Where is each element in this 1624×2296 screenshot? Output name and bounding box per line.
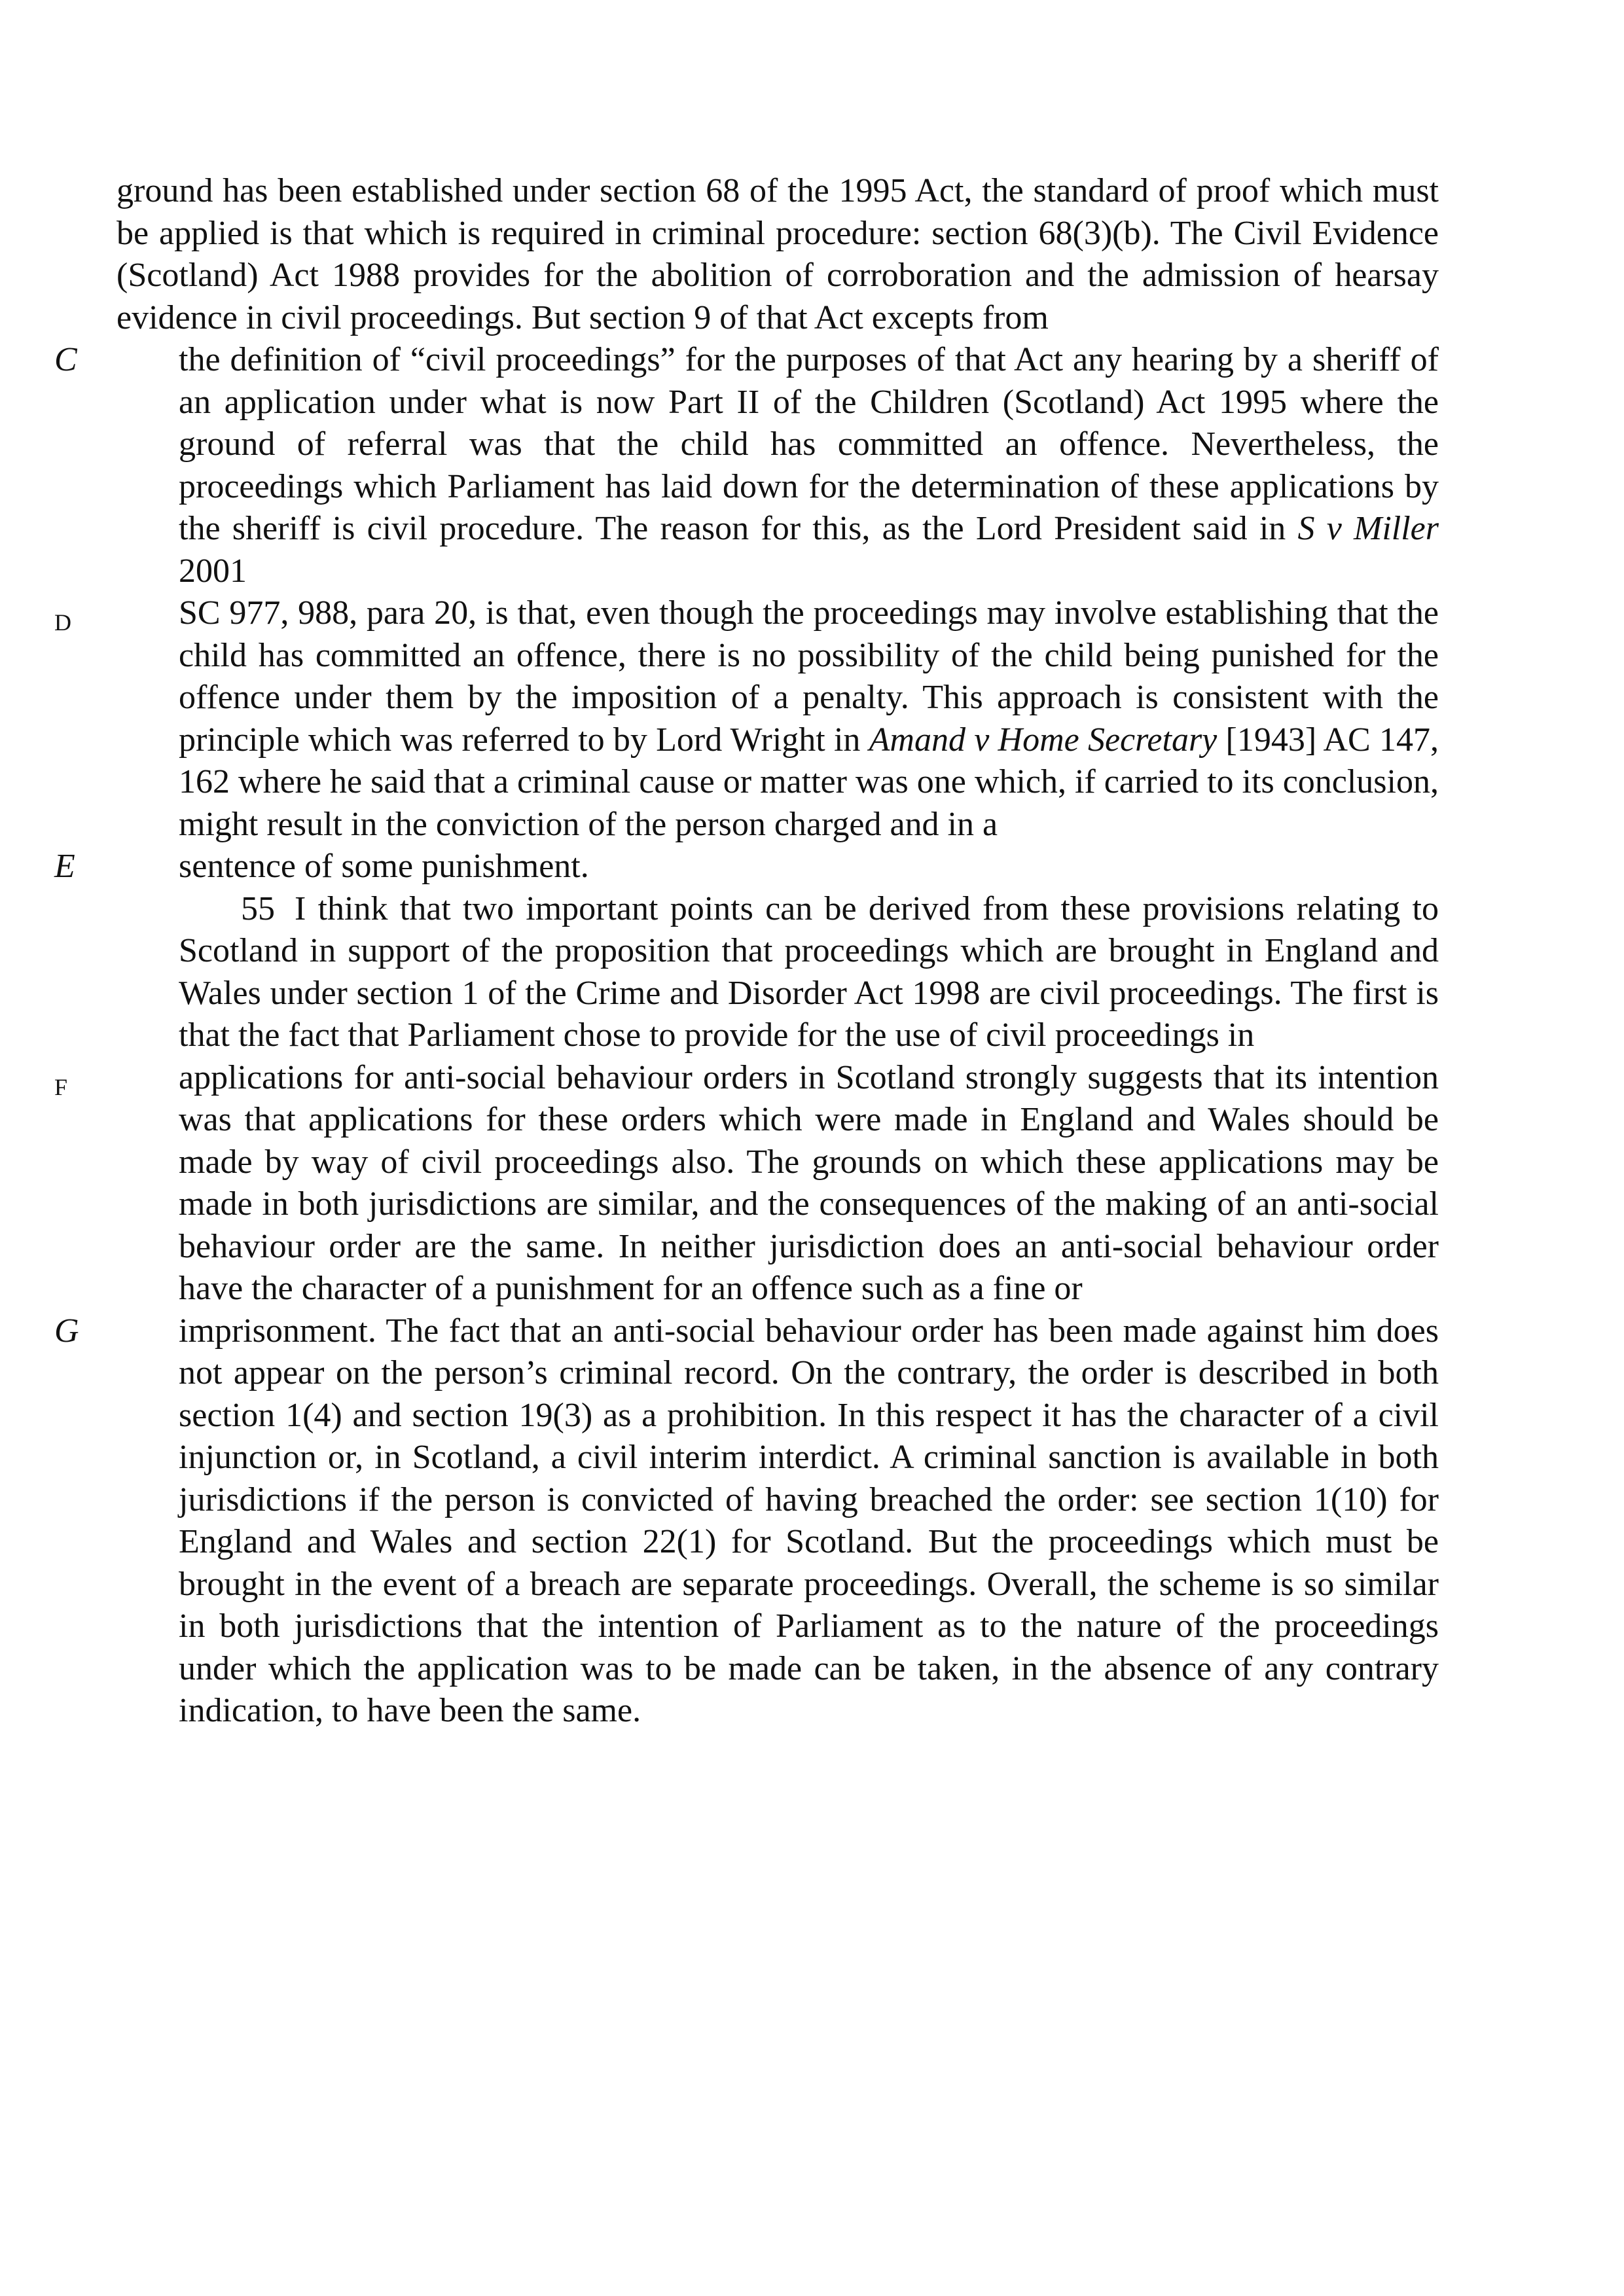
section-g-text: imprisonment. The fact that an anti-social behaviour order has been made against him does not appear on the person’s criminal record. On the contrary, the order is described in both section 1(4) and section 19(3) as a prohibition. In this respect it has the character of a civil injunction or, in Scotland, a civil interim interdict. A criminal sanction is available in both jurisdictions if the person is convicted of having breached the order: see section 1(10) for England and Wales and section 22(1) for Scotland. But the proceedings which must be brought in the event of a breach are separate proceedings. Overall, the scheme is so similar in both jurisdictions that the intention of Parliament as to the nature of the proceedings under which the application was to be made can be taken, in the absence of any contrary indication, to have been the same. <box>179 1312 1439 1729</box>
section-g-paragraph <box>54 1310 1439 1732</box>
paragraph-number: 55 <box>241 889 275 927</box>
judgment-text <box>54 170 1439 1732</box>
section-f-text: applications for anti-social behaviour orders in Scotland strongly suggests that its intention was that applications for these orders which were made in England and Wales should be made by way of civil proceedings also. The grounds on which these applications may be made in both jurisdictions are similar, and the consequences of the making of an anti-social behaviour order are the same. In neither jurisdiction does an anti-social behaviour order have the character of a punishment for an offence such as a fine or <box>179 1058 1439 1307</box>
margin-letter-f: F <box>54 1073 68 1100</box>
section-e-text: sentence of some punishment. <box>179 848 589 885</box>
case-name-s-v-miller: S v Miller <box>1297 510 1439 547</box>
paragraph-55-text: I think that two important points can be derived from these provisions relating to Scotland in support of the proposition that proceedings which are brought in England and Wales under section 1 of the Crime and Disorder Act 1998 are civil proceedings. The first is that the fact that Parliament chose to provide for the use of civil proceedings in <box>179 889 1439 1054</box>
margin-letter-g: G <box>54 1312 79 1350</box>
margin-letter-c: C <box>54 341 77 378</box>
opening-paragraph-text: ground has been established under section 68 of the 1995 Act, the standard of proof which must be applied is that which is required in criminal procedure: section 68(3)(b). The Civil Evidence (Scotland) Act 1988 provides for the abolition of corroboration and the admission of hearsay evidence in civil proceedings. But section 9 of that Act excepts from <box>117 172 1439 336</box>
section-c-text-after: 2001 <box>179 552 247 590</box>
section-d-paragraph <box>54 592 1439 846</box>
section-c-paragraph <box>54 339 1439 592</box>
paragraph-55 <box>117 888 1439 1057</box>
section-d-text-after: [1943] AC 147, 162 where he said that a criminal cause or matter was one which, if carried to its conclusion, might result in the conviction of the person charged and in a <box>179 721 1439 843</box>
margin-letter-d: D <box>54 609 71 636</box>
section-d-text: SC 977, 988, para 20, is that, even though the proceedings may involve establishing that the child has committed an offence, there is no possibility of the child being punished for the offence under them by the imposition of a penalty. This approach is consistent with the principle which was referred to by Lord Wright in <box>179 594 1439 759</box>
section-c-text: the definition of “civil proceedings” for the purposes of that Act any hearing by a sheriff of an application under what is now Part II of the Children (Scotland) Act 1995 where the ground of referral was that the child has committed an offence. Nevertheless, the proceedings which Parliament has laid down for the determination of these applications by the sheriff is civil procedure. The reason for this, as the Lord President said in <box>179 341 1439 547</box>
opening-paragraph <box>117 170 1439 339</box>
margin-letter-e: E <box>54 848 75 885</box>
section-f-paragraph <box>54 1057 1439 1310</box>
case-name-amand-v-home-secretary: Amand v Home Secretary <box>869 721 1218 759</box>
section-e-paragraph <box>54 846 1439 888</box>
